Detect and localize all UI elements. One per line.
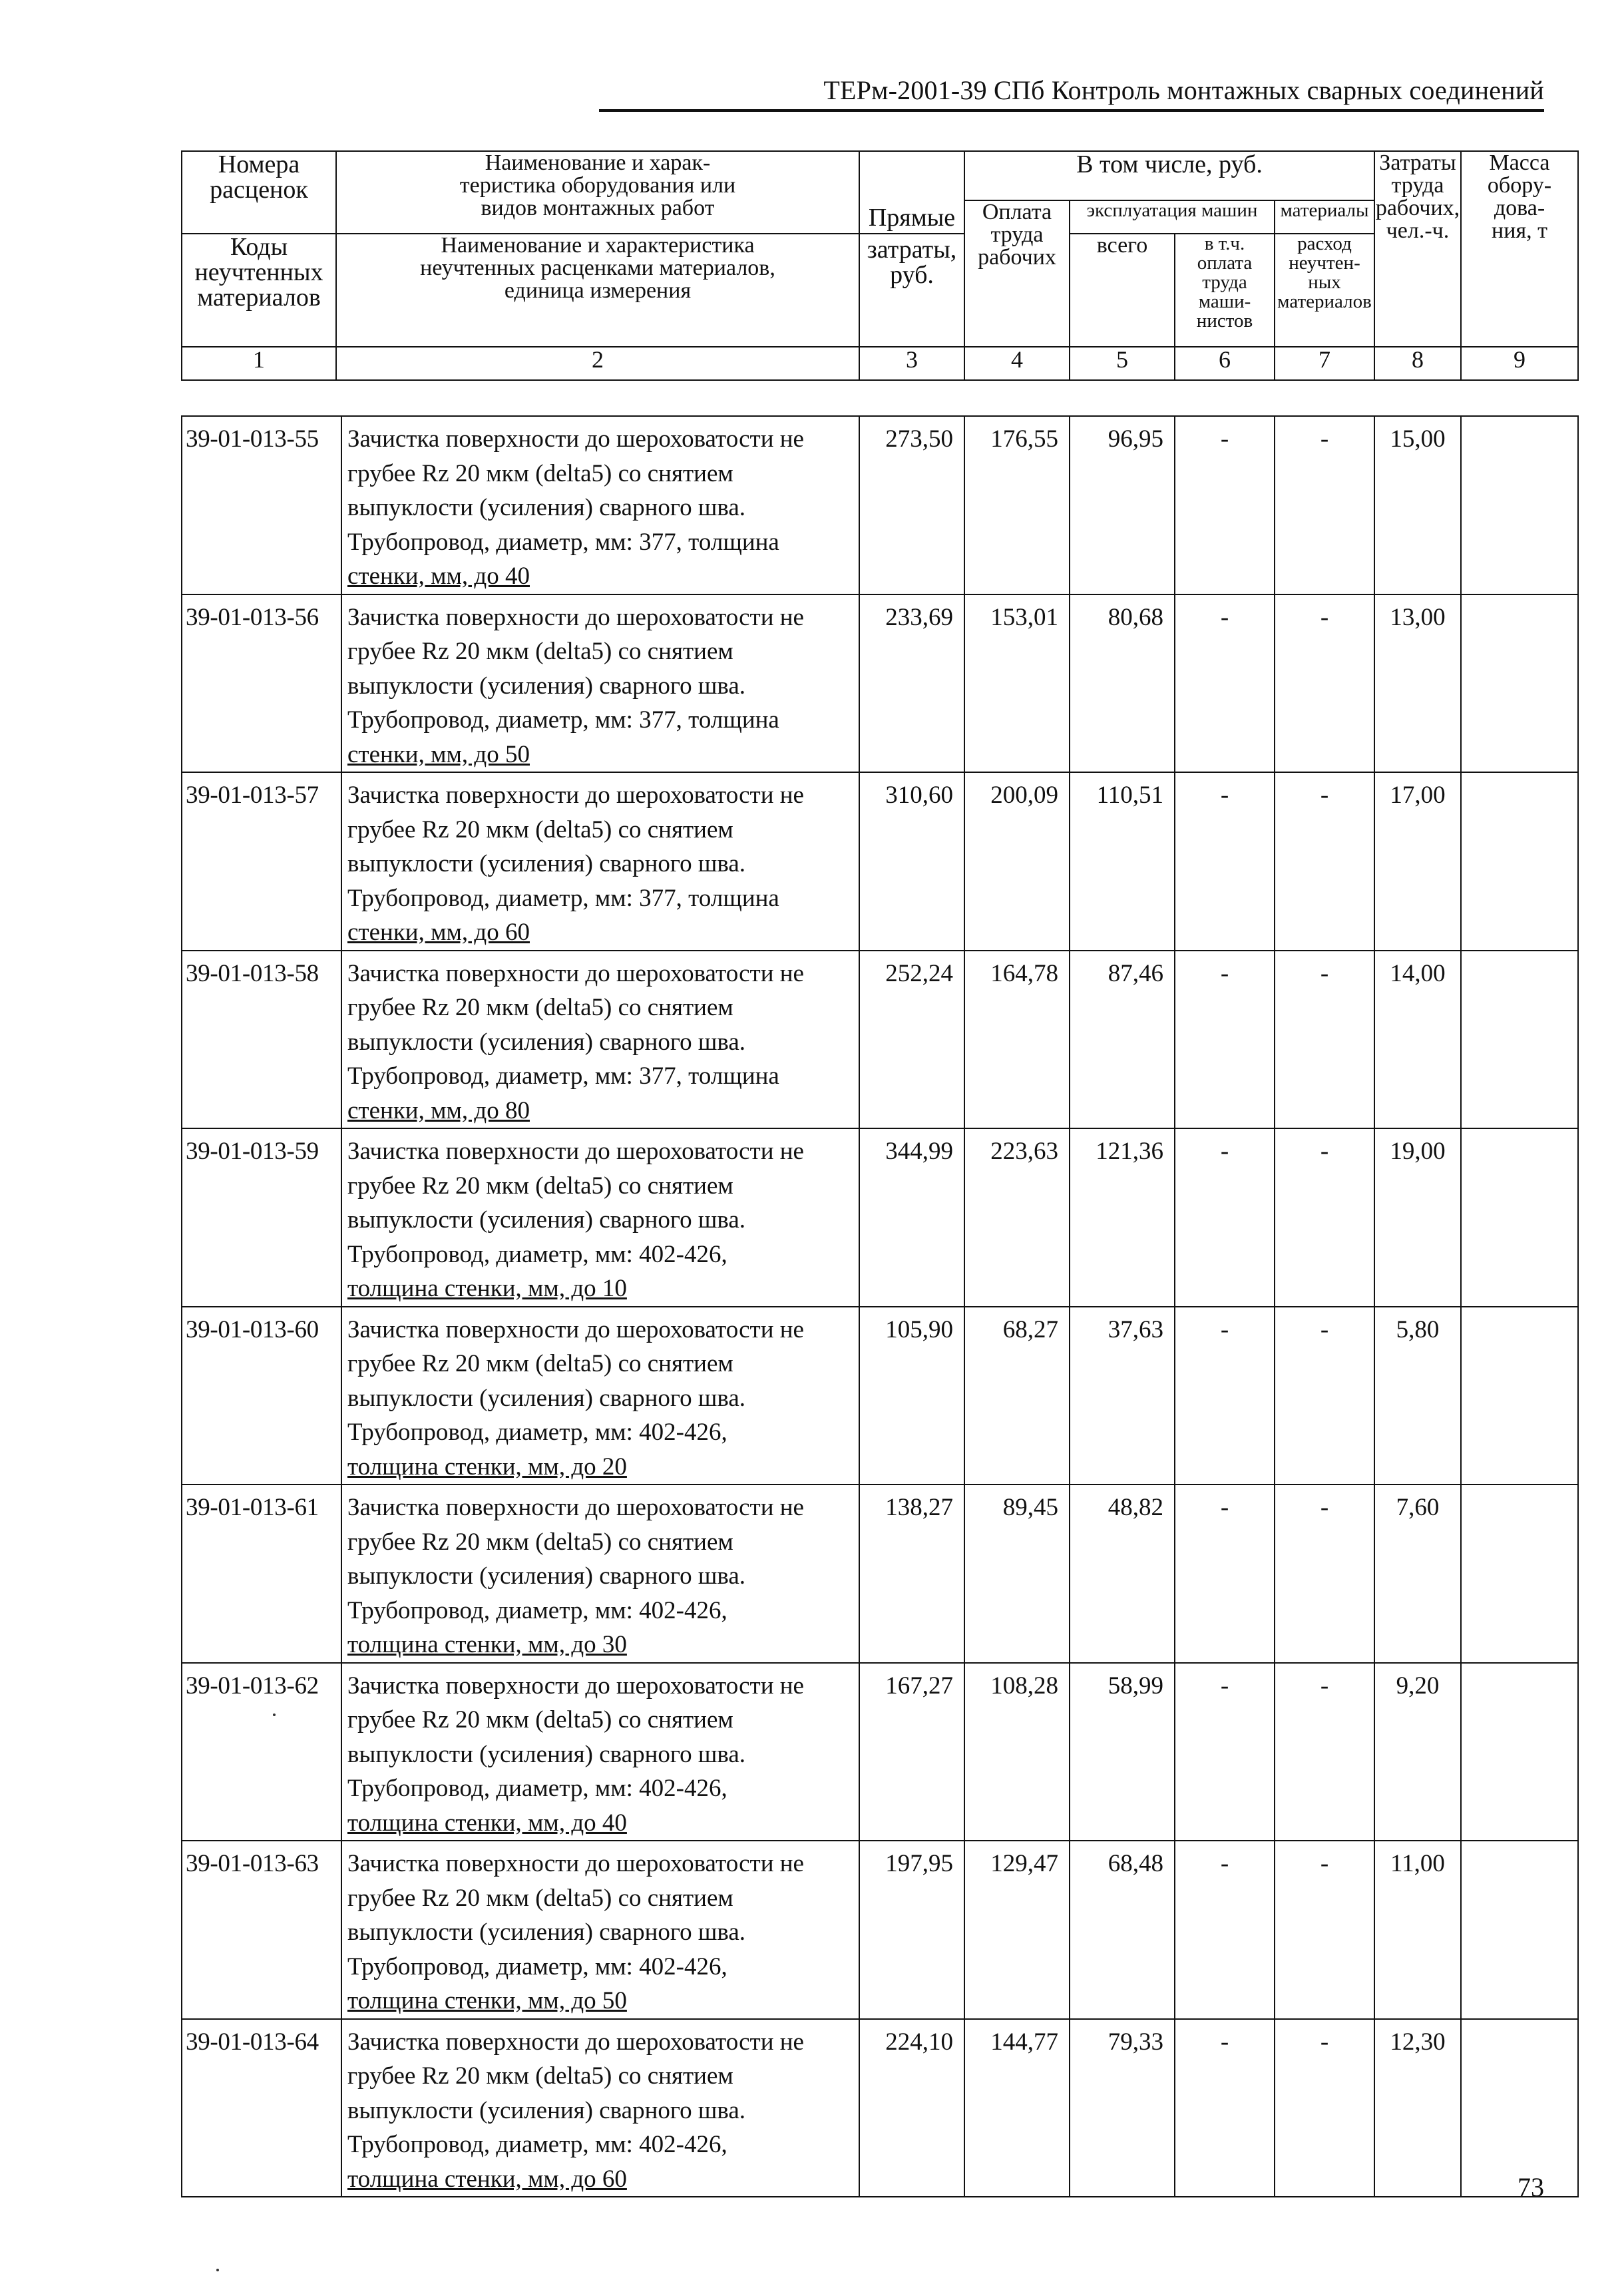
unaccounted-materials: -	[1275, 1485, 1374, 1663]
direct-costs: 344,99	[859, 1128, 964, 1307]
description-line: грубее Rz 20 мкм (delta5) со снятием	[347, 1350, 733, 1377]
scan-dot	[273, 1714, 276, 1716]
description-line: стенки, мм, до 60	[347, 919, 530, 946]
machines-total: 110,51	[1070, 772, 1175, 951]
description-line: толщина стенки, мм, до 50	[347, 1987, 627, 2014]
unaccounted-materials: -	[1275, 1841, 1374, 2019]
worker-wages: 153,01	[964, 594, 1070, 773]
unaccounted-materials: -	[1275, 1307, 1374, 1485]
header-machines: эксплуатация машин	[1070, 200, 1275, 234]
description-line: толщина стенки, мм, до 20	[347, 1453, 627, 1481]
description-line: грубее Rz 20 мкм (delta5) со снятием	[347, 1884, 733, 1912]
rate-description	[341, 594, 859, 773]
description-line: толщина стенки, мм, до 60	[347, 2165, 627, 2193]
description-line: грубее Rz 20 мкм (delta5) со снятием	[347, 994, 733, 1021]
header-labor-costs: Затраты труда рабочих, чел.-ч.	[1374, 151, 1461, 347]
header-col-number: 2	[336, 347, 859, 380]
equipment-mass	[1461, 2019, 1578, 2197]
machines-total: 48,82	[1070, 1485, 1175, 1663]
description-line: Трубопровод, диаметр, мм: 402-426,	[347, 1240, 727, 1268]
description-line: выпуклости (усиления) сварного шва.	[347, 494, 746, 521]
equipment-mass	[1461, 594, 1578, 773]
labor-costs: 9,20	[1374, 1663, 1461, 1841]
worker-wages: 108,28	[964, 1663, 1070, 1841]
machinist-wages: -	[1175, 1841, 1275, 2019]
worker-wages: 176,55	[964, 416, 1070, 594]
direct-costs: 273,50	[859, 416, 964, 594]
table-row	[182, 1663, 1578, 1841]
description-line: Трубопровод, диаметр, мм: 402-426,	[347, 1775, 727, 1802]
labor-costs: 17,00	[1374, 772, 1461, 951]
description-line: грубее Rz 20 мкм (delta5) со снятием	[347, 459, 733, 487]
header-direct-costs-bottom: затраты, руб.	[859, 234, 964, 347]
machinist-wages: -	[1175, 2019, 1275, 2197]
description-line: толщина стенки, мм, до 30	[347, 1631, 627, 1658]
worker-wages: 89,45	[964, 1485, 1070, 1663]
rate-code: 39-01-013-61	[182, 1485, 341, 1663]
unaccounted-materials: -	[1275, 1663, 1374, 1841]
header-material-name: Наименование и характеристика неучтенных расценками материалов, единица измерения	[336, 234, 859, 347]
description-line: стенки, мм, до 80	[347, 1096, 530, 1124]
equipment-mass	[1461, 1307, 1578, 1485]
header-equipment-mass: Масса обору- дова- ния, т	[1461, 151, 1578, 347]
header-col-number: 3	[859, 347, 964, 380]
description-line: Зачистка поверхности до шероховатости не	[347, 782, 804, 809]
rate-code: 39-01-013-62	[182, 1663, 341, 1841]
machinist-wages: -	[1175, 1663, 1275, 1841]
description-line: выпуклости (усиления) сварного шва.	[347, 1206, 746, 1234]
direct-costs: 252,24	[859, 951, 964, 1129]
description-line: грубее Rz 20 мкм (delta5) со снятием	[347, 1706, 733, 1733]
rate-description	[341, 1485, 859, 1663]
header-material-codes: Коды неучтенных материалов	[182, 234, 336, 347]
description-line: стенки, мм, до 40	[347, 563, 530, 590]
description-line: Трубопровод, диаметр, мм: 377, толщина	[347, 884, 779, 912]
worker-wages: 68,27	[964, 1307, 1070, 1485]
rate-description	[341, 416, 859, 594]
table-row	[182, 594, 1578, 773]
description-line: грубее Rz 20 мкм (delta5) со снятием	[347, 815, 733, 843]
description-line: выпуклости (усиления) сварного шва.	[347, 2096, 746, 2124]
machines-total: 96,95	[1070, 416, 1175, 594]
description-line: грубее Rz 20 мкм (delta5) со снятием	[347, 1172, 733, 1200]
rates-table-body	[182, 416, 1578, 2197]
header-col-number: 9	[1461, 347, 1578, 380]
machinist-wages: -	[1175, 416, 1275, 594]
description-line: грубее Rz 20 мкм (delta5) со снятием	[347, 638, 733, 665]
header-wages: Оплата труда рабочих	[964, 200, 1070, 347]
labor-costs: 19,00	[1374, 1128, 1461, 1307]
machines-total: 80,68	[1070, 594, 1175, 773]
table-row	[182, 1485, 1578, 1663]
description-line: Трубопровод, диаметр, мм: 377, толщина	[347, 1062, 779, 1090]
description-line: Зачистка поверхности до шероховатости не	[347, 603, 804, 631]
description-line: Зачистка поверхности до шероховатости не	[347, 1494, 804, 1521]
header-col-number: 5	[1070, 347, 1175, 380]
machinist-wages: -	[1175, 594, 1275, 773]
description-line: Зачистка поверхности до шероховатости не	[347, 1672, 804, 1700]
direct-costs: 138,27	[859, 1485, 964, 1663]
rate-code: 39-01-013-55	[182, 416, 341, 594]
description-line: выпуклости (усиления) сварного шва.	[347, 672, 746, 700]
unaccounted-materials: -	[1275, 1128, 1374, 1307]
worker-wages: 200,09	[964, 772, 1070, 951]
rate-description	[341, 951, 859, 1129]
header-machines-total: всего	[1070, 234, 1175, 347]
equipment-mass	[1461, 1663, 1578, 1841]
description-line: выпуклости (усиления) сварного шва.	[347, 850, 746, 877]
header-materials: материалы	[1275, 200, 1374, 234]
table-row	[182, 416, 1578, 594]
labor-costs: 14,00	[1374, 951, 1461, 1129]
machines-total: 79,33	[1070, 2019, 1175, 2197]
table-row	[182, 2019, 1578, 2197]
running-title: ТЕРм-2001-39 СПб Контроль монтажных сварных соединений	[823, 75, 1544, 105]
equipment-mass	[1461, 1841, 1578, 2019]
machines-total: 58,99	[1070, 1663, 1175, 1841]
description-line: выпуклости (усиления) сварного шва.	[347, 1384, 746, 1412]
worker-wages: 144,77	[964, 2019, 1070, 2197]
title-rule	[599, 109, 1544, 112]
description-line: Трубопровод, диаметр, мм: 377, толщина	[347, 528, 779, 556]
page-number: 73	[1518, 2172, 1544, 2202]
rate-code: 39-01-013-60	[182, 1307, 341, 1485]
worker-wages: 129,47	[964, 1841, 1070, 2019]
direct-costs: 167,27	[859, 1663, 964, 1841]
unaccounted-materials: -	[1275, 772, 1374, 951]
rate-description	[341, 772, 859, 951]
header-rate-numbers: Номера расценок	[182, 151, 336, 234]
rate-description	[341, 2019, 859, 2197]
worker-wages: 164,78	[964, 951, 1070, 1129]
labor-costs: 12,30	[1374, 2019, 1461, 2197]
rate-description	[341, 1307, 859, 1485]
header-col-number: 7	[1275, 347, 1374, 380]
description-line: грубее Rz 20 мкм (delta5) со снятием	[347, 2062, 733, 2090]
header-in-total: В том числе, руб.	[964, 151, 1374, 200]
labor-costs: 15,00	[1374, 416, 1461, 594]
equipment-mass	[1461, 1128, 1578, 1307]
machines-total: 87,46	[1070, 951, 1175, 1129]
description-line: грубее Rz 20 мкм (delta5) со снятием	[347, 1528, 733, 1556]
rate-code: 39-01-013-64	[182, 2019, 341, 2197]
header-col-number: 1	[182, 347, 336, 380]
header-col-number: 8	[1374, 347, 1461, 380]
description-line: стенки, мм, до 50	[347, 740, 530, 768]
description-line: Зачистка поверхности до шероховатости не	[347, 2028, 804, 2056]
equipment-mass	[1461, 416, 1578, 594]
description-line: выпуклости (усиления) сварного шва.	[347, 1919, 746, 1946]
machinist-wages: -	[1175, 951, 1275, 1129]
description-line: Зачистка поверхности до шероховатости не	[347, 1850, 804, 1877]
labor-costs: 13,00	[1374, 594, 1461, 773]
rates-table	[181, 415, 1579, 2197]
rate-code: 39-01-013-58	[182, 951, 341, 1129]
worker-wages: 223,63	[964, 1128, 1070, 1307]
unaccounted-materials: -	[1275, 594, 1374, 773]
machines-total: 68,48	[1070, 1841, 1175, 2019]
scan-dot	[216, 2269, 219, 2271]
rate-description	[341, 1128, 859, 1307]
machinist-wages: -	[1175, 1485, 1275, 1663]
description-line: выпуклости (усиления) сварного шва.	[347, 1028, 746, 1056]
table-row	[182, 1841, 1578, 2019]
rate-description	[341, 1841, 859, 2019]
header-col-number: 4	[964, 347, 1070, 380]
description-line: выпуклости (усиления) сварного шва.	[347, 1740, 746, 1768]
header-unaccounted-materials: расход неучтен- ных материалов	[1275, 234, 1374, 347]
labor-costs: 5,80	[1374, 1307, 1461, 1485]
equipment-mass	[1461, 951, 1578, 1129]
description-line: Трубопровод, диаметр, мм: 402-426,	[347, 1596, 727, 1624]
direct-costs: 224,10	[859, 2019, 964, 2197]
direct-costs: 105,90	[859, 1307, 964, 1485]
machinist-wages: -	[1175, 1307, 1275, 1485]
table-row	[182, 772, 1578, 951]
description-line: Трубопровод, диаметр, мм: 402-426,	[347, 2131, 727, 2158]
description-line: Зачистка поверхности до шероховатости не	[347, 425, 804, 453]
header-direct-costs-top: Прямые	[859, 151, 964, 234]
equipment-mass	[1461, 772, 1578, 951]
description-line: Зачистка поверхности до шероховатости не	[347, 1315, 804, 1343]
header-table	[181, 150, 1579, 381]
labor-costs: 11,00	[1374, 1841, 1461, 2019]
unaccounted-materials: -	[1275, 2019, 1374, 2197]
rate-code: 39-01-013-59	[182, 1128, 341, 1307]
description-line: толщина стенки, мм, до 40	[347, 1809, 627, 1837]
rate-code: 39-01-013-57	[182, 772, 341, 951]
machines-total: 121,36	[1070, 1128, 1175, 1307]
header-work-name: Наименование и харак- теристика оборудования или видов монтажных работ	[336, 151, 859, 234]
header-col-number: 6	[1175, 347, 1275, 380]
unaccounted-materials: -	[1275, 951, 1374, 1129]
machines-total: 37,63	[1070, 1307, 1175, 1485]
unaccounted-materials: -	[1275, 416, 1374, 594]
direct-costs: 310,60	[859, 772, 964, 951]
description-line: Трубопровод, диаметр, мм: 377, толщина	[347, 706, 779, 734]
equipment-mass	[1461, 1485, 1578, 1663]
rate-description	[341, 1663, 859, 1841]
table-row	[182, 1128, 1578, 1307]
table-row	[182, 951, 1578, 1129]
direct-costs: 233,69	[859, 594, 964, 773]
description-line: Трубопровод, диаметр, мм: 402-426,	[347, 1952, 727, 1980]
machinist-wages: -	[1175, 1128, 1275, 1307]
rate-code: 39-01-013-56	[182, 594, 341, 773]
machinist-wages: -	[1175, 772, 1275, 951]
description-line: толщина стенки, мм, до 10	[347, 1275, 627, 1302]
header-machinist-wages: в т.ч. оплата труда маши- нистов	[1175, 234, 1275, 347]
description-line: выпуклости (усиления) сварного шва.	[347, 1562, 746, 1590]
description-line: Трубопровод, диаметр, мм: 402-426,	[347, 1419, 727, 1446]
description-line: Зачистка поверхности до шероховатости не	[347, 1138, 804, 1165]
labor-costs: 7,60	[1374, 1485, 1461, 1663]
table-row	[182, 1307, 1578, 1485]
direct-costs: 197,95	[859, 1841, 964, 2019]
rate-code: 39-01-013-63	[182, 1841, 341, 2019]
description-line: Зачистка поверхности до шероховатости не	[347, 959, 804, 987]
